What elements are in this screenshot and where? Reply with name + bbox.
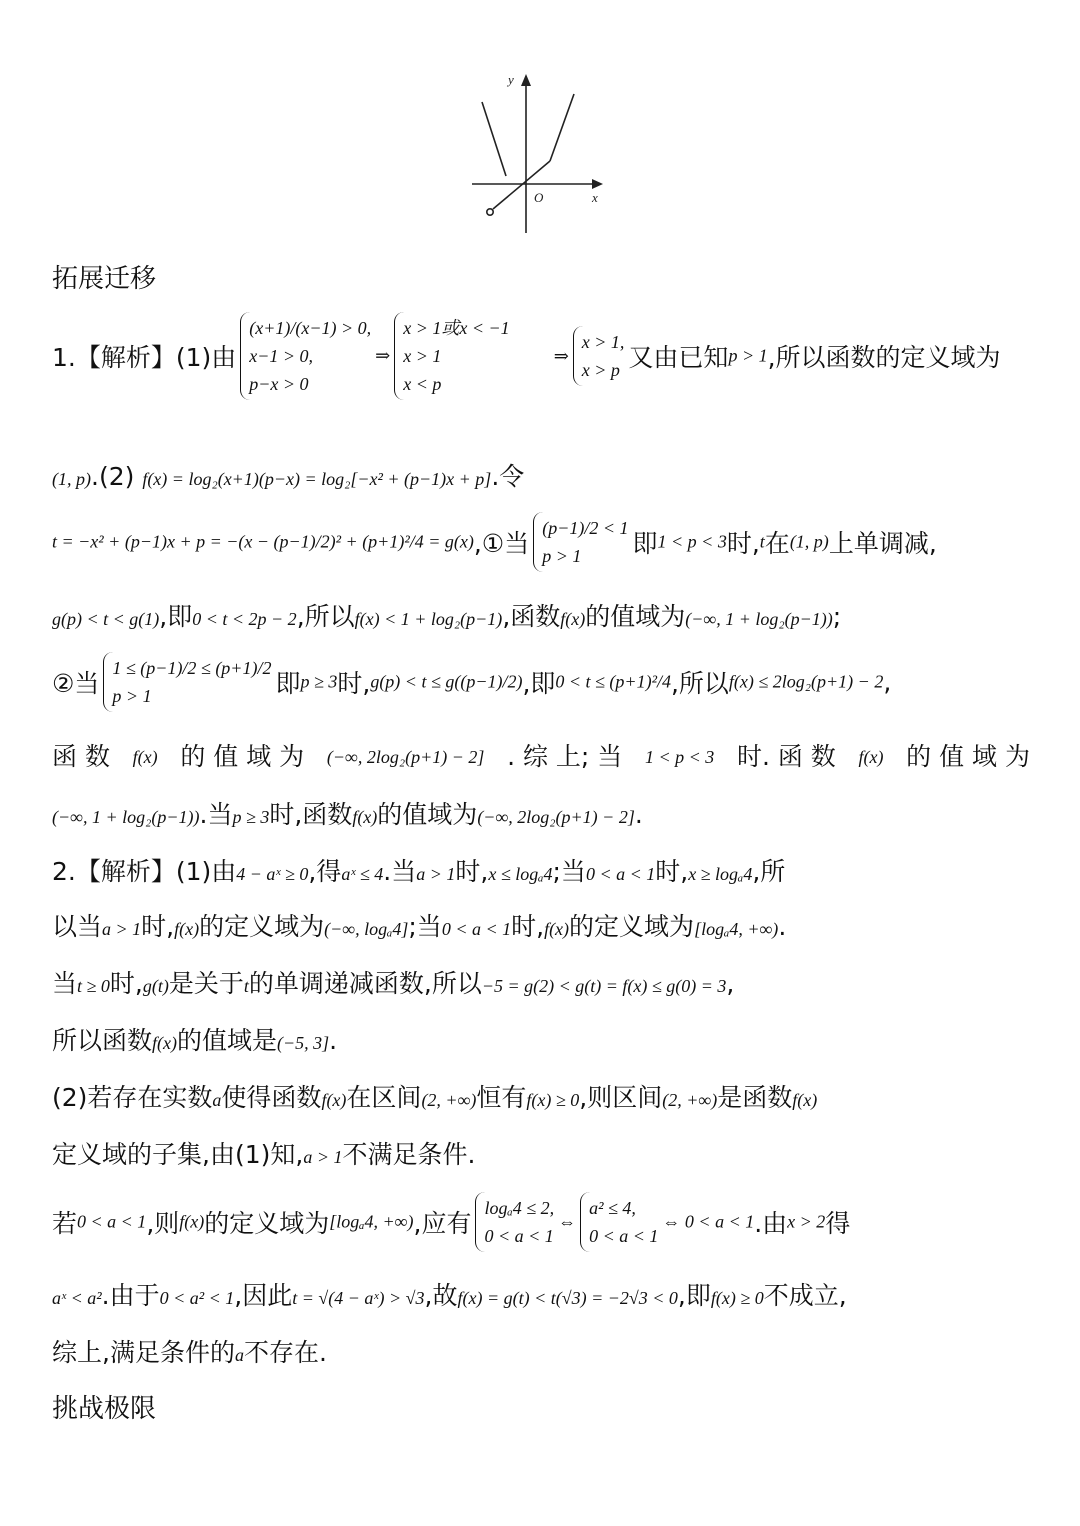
text: 使得函数 bbox=[221, 1083, 322, 1112]
x-axis-label: x bbox=[592, 190, 598, 205]
math: f(x) bbox=[858, 747, 884, 767]
math: a bbox=[234, 1345, 244, 1365]
para-10 bbox=[52, 967, 1030, 1003]
text: 是关于 bbox=[168, 969, 244, 998]
math: f(x) bbox=[560, 609, 586, 629]
text: ,因此 bbox=[234, 1281, 293, 1310]
math: (−∞, 1 + log₂(p−1)) bbox=[685, 609, 833, 629]
para-16 bbox=[52, 1336, 1030, 1372]
text: 又由已知 bbox=[628, 343, 729, 372]
para-13 bbox=[52, 1138, 1030, 1174]
text: ; bbox=[832, 602, 842, 631]
text: 所以函数 bbox=[52, 1026, 153, 1055]
text: 时, bbox=[726, 529, 760, 558]
problem-1-label: 1.【解析】(1)由 bbox=[52, 343, 237, 372]
math: (2, +∞) bbox=[662, 1090, 718, 1110]
math: 1 < p < 3 bbox=[657, 531, 727, 552]
origin-label: O bbox=[534, 190, 544, 205]
condition-row: 1 ≤ (p−1)/2 ≤ (p+1)/2 bbox=[112, 658, 272, 678]
math: 0 < a < 1 bbox=[585, 864, 656, 884]
para-12 bbox=[52, 1081, 1030, 1117]
math: f(x) bbox=[152, 1033, 177, 1053]
math: [logₐ4, +∞) bbox=[694, 919, 779, 939]
para-3 bbox=[52, 512, 1030, 572]
text: 在 bbox=[764, 529, 790, 558]
condition-system bbox=[533, 512, 628, 572]
text: ,①当 bbox=[473, 529, 530, 558]
section-heading-challenge: 挑战极限 bbox=[52, 1394, 157, 1424]
text: 的值域是 bbox=[177, 1026, 278, 1055]
math: t bbox=[243, 976, 249, 996]
math: 1 < p < 3 bbox=[644, 747, 715, 767]
math: g(p) < t < g(1) bbox=[52, 609, 160, 629]
function-graph bbox=[468, 68, 608, 238]
math: f(x) ≥ 0 bbox=[526, 1090, 580, 1110]
open-endpoint bbox=[487, 209, 493, 215]
text: 时, bbox=[141, 912, 175, 941]
text: . bbox=[634, 800, 643, 829]
text: 的 值 域 为 bbox=[906, 742, 1030, 771]
math: f(x) bbox=[352, 807, 378, 827]
text: ,所 bbox=[752, 857, 786, 886]
math: ⇔ 0 < a < 1 bbox=[662, 1211, 755, 1232]
text: 以当 bbox=[52, 912, 103, 941]
text: ,则区间 bbox=[579, 1083, 663, 1112]
math: f(x) bbox=[132, 747, 158, 767]
text: 的定义域为 bbox=[199, 912, 325, 941]
math: 4 − aˣ ≥ 0 bbox=[236, 864, 309, 884]
text: 是函数 bbox=[717, 1083, 793, 1112]
text: 不成立, bbox=[763, 1281, 847, 1310]
math: t ≥ 0 bbox=[77, 976, 110, 996]
condition-row: a² ≤ 4, bbox=[589, 1198, 636, 1218]
text: , bbox=[726, 969, 735, 998]
text: 的定义域为 bbox=[569, 912, 695, 941]
text: (2)若存在实数 bbox=[52, 1083, 213, 1112]
math: f(x) = log₂(x+1)(p−x) = log₂[−x² + (p−1)x + p] bbox=[142, 469, 492, 489]
math: 0 < a < 1 bbox=[77, 1211, 147, 1232]
math: g(t) bbox=[142, 976, 169, 996]
math: 0 < t < 2p − 2 bbox=[192, 609, 297, 629]
para-14 bbox=[52, 1192, 1030, 1252]
text: .(2) bbox=[91, 462, 135, 491]
text: , bbox=[883, 667, 892, 697]
math: −5 = g(2) < g(t) = f(x) ≤ g(0) = 3 bbox=[481, 976, 727, 996]
text: ,则 bbox=[146, 1209, 180, 1238]
text: 的值域为 bbox=[377, 800, 478, 829]
math: aˣ < a² bbox=[52, 1288, 102, 1308]
math: (−∞, 1 + log₂(p−1)) bbox=[52, 807, 200, 827]
math: x ≥ logₐ4 bbox=[688, 864, 753, 884]
para-1 bbox=[52, 312, 1030, 400]
math: f(x) bbox=[544, 919, 570, 939]
system-1 bbox=[240, 312, 371, 400]
text: ②当 bbox=[52, 669, 100, 698]
curve-left-branch bbox=[482, 102, 506, 176]
text: .当 bbox=[383, 857, 417, 886]
math: x ≤ logₐ4 bbox=[488, 864, 553, 884]
text: 不满足条件. bbox=[342, 1140, 476, 1169]
condition-row: 0 < a < 1 bbox=[484, 1226, 554, 1246]
system-3-row: x > p bbox=[581, 360, 620, 380]
implies-arrow: ⇒ bbox=[553, 345, 569, 366]
para-8 bbox=[52, 855, 1030, 891]
text: ,故 bbox=[424, 1281, 458, 1310]
text: 的单调递减函数,所以 bbox=[248, 969, 482, 998]
text: 时, bbox=[655, 857, 689, 886]
text: 的值域为 bbox=[585, 602, 686, 631]
para-9 bbox=[52, 910, 1030, 946]
text: .由于 bbox=[101, 1281, 160, 1310]
condition-system bbox=[475, 1192, 554, 1252]
text: . bbox=[778, 912, 787, 941]
math: f(x) ≤ 2log₂(p+1) − 2 bbox=[728, 671, 884, 692]
text: ,即 bbox=[522, 669, 556, 698]
math: a bbox=[212, 1090, 222, 1110]
math: a > 1 bbox=[102, 919, 142, 939]
condition-row: (p−1)/2 < 1 bbox=[542, 518, 629, 538]
text: . bbox=[329, 1026, 338, 1055]
system-2-row: x > 1 bbox=[403, 346, 442, 366]
math: p ≥ 3 bbox=[300, 671, 338, 692]
para-6 bbox=[52, 740, 1030, 774]
para-15 bbox=[52, 1279, 1030, 1315]
problem-2-label: 2.【解析】(1)由 bbox=[52, 857, 237, 886]
text: 函 数 bbox=[52, 742, 110, 771]
condition-row: p > 1 bbox=[112, 686, 152, 706]
condition-row: 0 < a < 1 bbox=[589, 1226, 659, 1246]
math: f(x) = g(t) < t(√3) = −2√3 < 0 bbox=[457, 1288, 678, 1308]
math: (−5, 3] bbox=[277, 1033, 330, 1053]
math: [logₐ4, +∞) bbox=[329, 1211, 414, 1232]
text: 若 bbox=[52, 1209, 78, 1238]
text: 在区间 bbox=[346, 1083, 422, 1112]
math: (−∞, 2log₂(p+1) − 2] bbox=[477, 807, 635, 827]
text: .由 bbox=[754, 1209, 788, 1238]
text: .令 bbox=[491, 462, 525, 491]
text: 上单调减, bbox=[828, 529, 937, 558]
para-4 bbox=[52, 600, 1030, 636]
math: (1, p) bbox=[52, 469, 91, 489]
system-2-row: x < p bbox=[403, 374, 442, 394]
system-1-row: p−x > 0 bbox=[249, 374, 309, 394]
text: ;当 bbox=[408, 912, 442, 941]
math: f(x) bbox=[792, 1090, 818, 1110]
para-11 bbox=[52, 1024, 1030, 1060]
text: 的 值 域 为 bbox=[180, 742, 305, 771]
math: 0 < a² < 1 bbox=[159, 1288, 235, 1308]
text: 得 bbox=[825, 1209, 851, 1238]
text: 时, bbox=[511, 912, 545, 941]
text: 时, bbox=[109, 969, 143, 998]
x-axis-arrow bbox=[592, 179, 603, 189]
math: 0 < a < 1 bbox=[441, 919, 512, 939]
math: (−∞, logₐ4] bbox=[324, 919, 409, 939]
math: p ≥ 3 bbox=[232, 807, 270, 827]
math: f(x) bbox=[179, 1211, 205, 1232]
text: 定义域的子集,由(1)知, bbox=[52, 1140, 304, 1169]
para-7 bbox=[52, 798, 1030, 834]
math: a > 1 bbox=[303, 1147, 343, 1167]
text: ,函数 bbox=[502, 602, 561, 631]
text: 不存在. bbox=[243, 1338, 327, 1367]
condition-row: p > 1 bbox=[542, 546, 582, 566]
text: 时,函数 bbox=[269, 800, 353, 829]
y-axis-label: y bbox=[508, 72, 514, 87]
system-2-row: x > 1或x < −1 bbox=[403, 318, 510, 338]
text: ,所以函数的定义域为 bbox=[767, 343, 1001, 372]
system-1-row: (x+1)/(x−1) > 0, bbox=[249, 318, 372, 338]
system-1-row: x−1 > 0, bbox=[249, 346, 314, 366]
math: f(x) bbox=[174, 919, 200, 939]
text: 综上,满足条件的 bbox=[52, 1338, 235, 1367]
implies-arrow: ⇒ bbox=[375, 345, 391, 366]
math: 0 < t ≤ (p+1)²/4 bbox=[555, 671, 671, 692]
text: ,所以 bbox=[296, 602, 355, 631]
condition-system bbox=[103, 652, 271, 712]
math: f(x) ≥ 0 bbox=[710, 1288, 764, 1308]
text: 当 bbox=[52, 969, 78, 998]
text: 恒有 bbox=[476, 1083, 527, 1112]
text: 时, bbox=[337, 669, 371, 698]
math: (1, p) bbox=[789, 531, 829, 552]
condition-row: logₐ4 ≤ 2, bbox=[484, 1198, 555, 1218]
math: t = √(4 − aˣ) > √3 bbox=[292, 1288, 425, 1308]
text: ;当 bbox=[552, 857, 586, 886]
math: aˣ ≤ 4 bbox=[341, 864, 384, 884]
section-heading-extension: 拓展迁移 bbox=[52, 264, 157, 294]
text: 即 bbox=[632, 529, 658, 558]
text: .当 bbox=[199, 800, 233, 829]
math: (−∞, 2log₂(p+1) − 2] bbox=[326, 747, 485, 767]
math: t bbox=[759, 531, 765, 552]
math: f(x) < 1 + log₂(p−1) bbox=[354, 609, 503, 629]
math: g(p) < t ≤ g((p−1)/2) bbox=[370, 671, 523, 692]
text: 即 bbox=[275, 669, 301, 698]
text: 时. 函 数 bbox=[736, 742, 836, 771]
text: ,所以 bbox=[670, 669, 729, 698]
condition-system bbox=[580, 1192, 658, 1252]
text: ,即 bbox=[159, 602, 193, 631]
system-3-row: x > 1, bbox=[581, 332, 625, 352]
text: . 综 上; 当 bbox=[507, 742, 623, 771]
system-2 bbox=[394, 312, 509, 400]
math: p > 1 bbox=[728, 345, 768, 366]
text: 的定义域为 bbox=[204, 1209, 330, 1238]
curve-right-upper bbox=[550, 94, 574, 161]
math: (2, +∞) bbox=[421, 1090, 477, 1110]
text: ,应有 bbox=[413, 1209, 472, 1238]
equivalence-arrow: ⇔ bbox=[558, 1211, 577, 1232]
math: a > 1 bbox=[416, 864, 456, 884]
y-axis-arrow bbox=[521, 74, 531, 86]
para-5 bbox=[52, 652, 1030, 712]
para-2 bbox=[52, 460, 1030, 496]
math: t = −x² + (p−1)x + p = −(x − (p−1)/2)² + (p+1)²/4 = g(x) bbox=[52, 531, 474, 552]
system-3 bbox=[573, 326, 625, 386]
text: ,得 bbox=[308, 857, 342, 886]
text: ,即 bbox=[677, 1281, 711, 1310]
math: f(x) bbox=[321, 1090, 347, 1110]
math: x > 2 bbox=[787, 1211, 826, 1232]
text: 时, bbox=[455, 857, 489, 886]
